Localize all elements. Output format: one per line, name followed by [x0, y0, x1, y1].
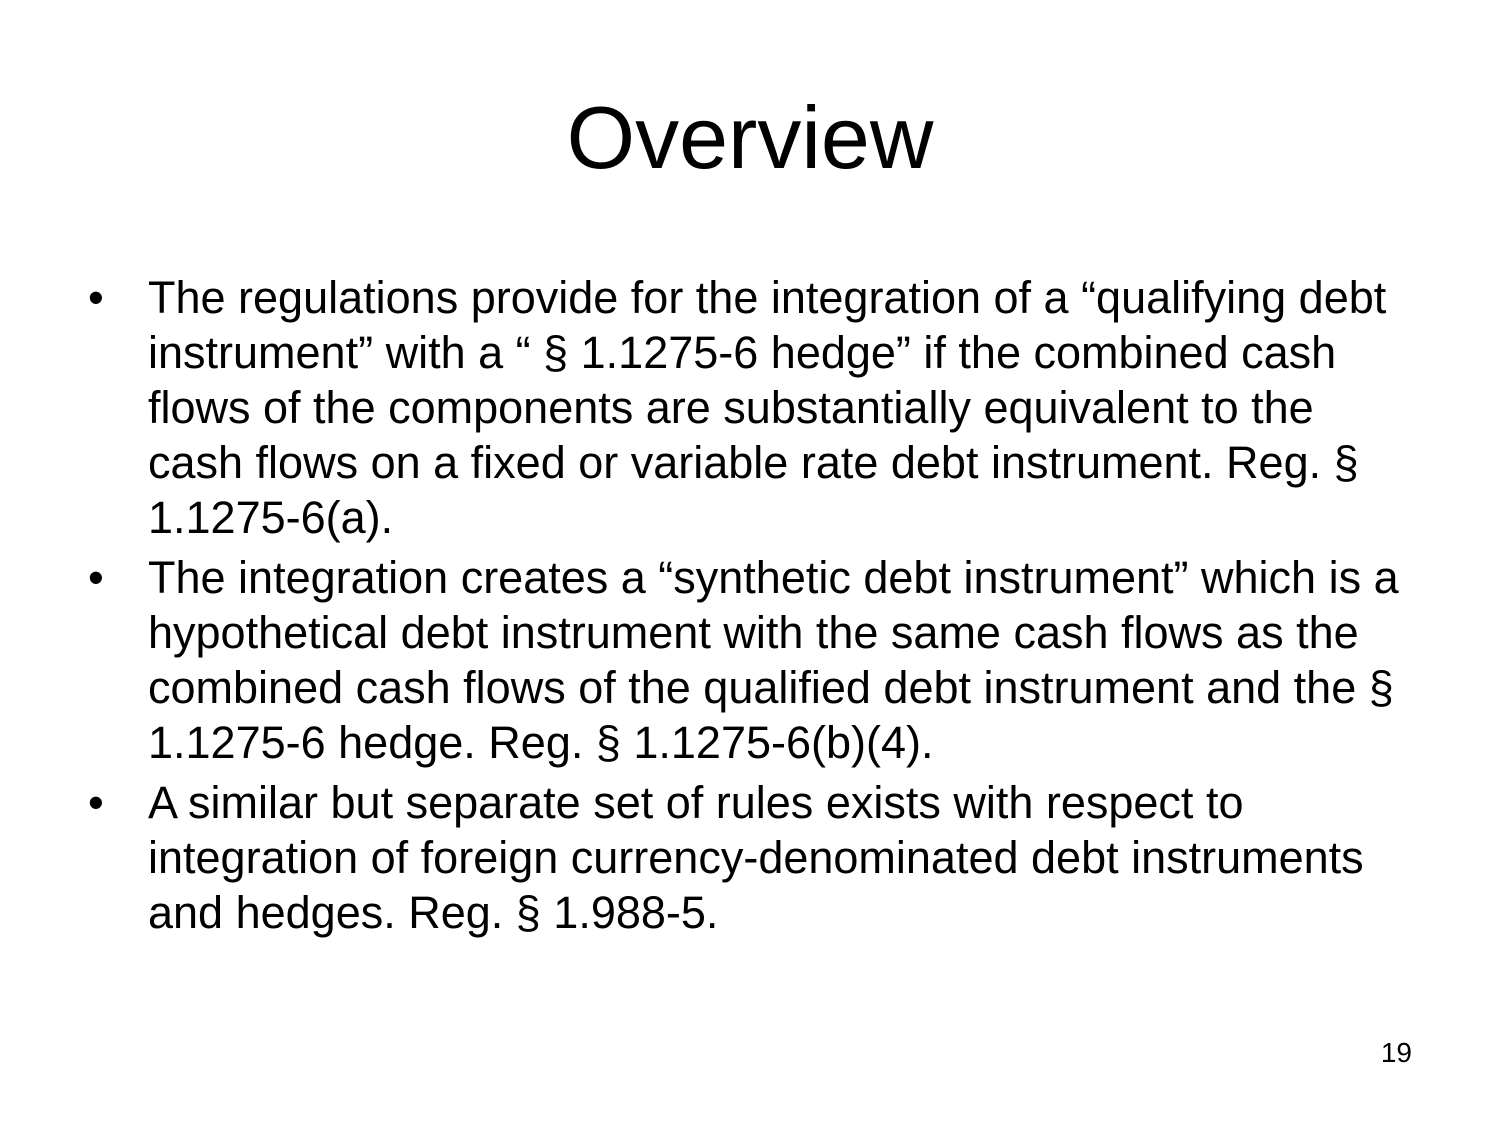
- bullet-item: [88, 270, 1408, 545]
- bullet-icon: •: [88, 272, 104, 323]
- bullet-icon: •: [88, 777, 104, 828]
- bullet-list: [88, 270, 1408, 945]
- page-number: 19: [1380, 1037, 1412, 1068]
- bullet-item: [88, 550, 1408, 770]
- bullet-text: A similar but separate set of rules exists with respect to integration of foreign currency-denominated debt instruments and hedges. Reg. § 1.988-5.: [148, 777, 1364, 938]
- bullet-text: The regulations provide for the integration of a “qualifying debt instrument” with a “ § 1.1275-6 hedge” if the combined cash flows of the components are substantially equivalent to the cash flows on a fixed or variable rate debt instrument. Reg. § 1.1275-6(a).: [148, 272, 1387, 543]
- slide-title: Overview: [566, 88, 934, 187]
- bullet-text: The integration creates a “synthetic debt instrument” which is a hypothetical debt instrument with the same cash flows as the combined cash flows of the qualified debt instrument and the § 1.1275-6 hedge. Reg. § 1.1275-6(b)(4).: [148, 552, 1399, 768]
- bullet-item: [88, 775, 1408, 940]
- bullet-icon: •: [88, 552, 104, 603]
